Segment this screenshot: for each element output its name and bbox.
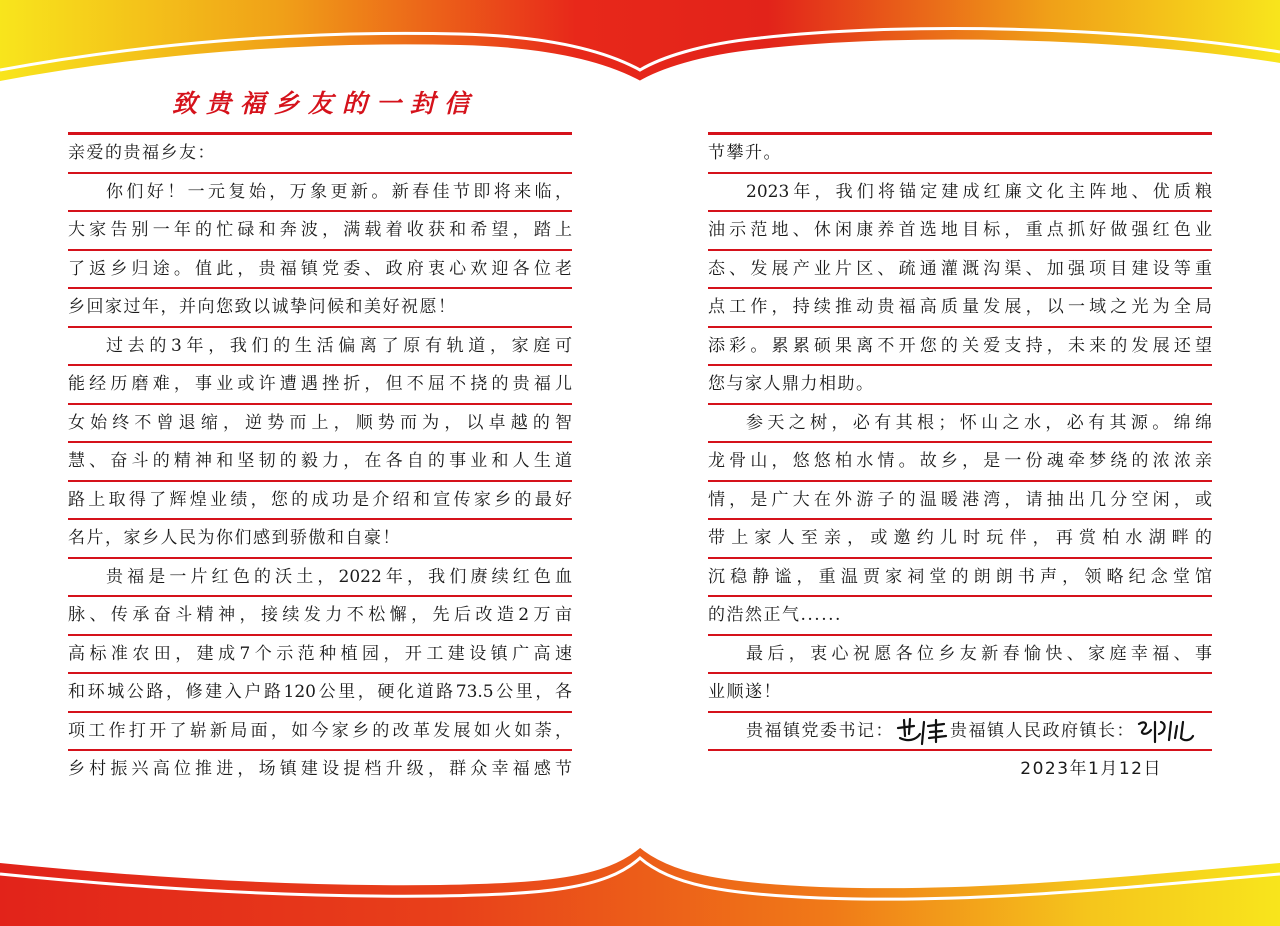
text-line: 带上家人至亲，或邀约儿时玩伴，再赏柏水湖畔的: [708, 520, 1212, 559]
text-line: 龙骨山，悠悠柏水情。故乡，是一份魂牵梦绕的浓浓亲: [708, 443, 1212, 482]
text-line: 女始终不曾退缩，逆势而上，顺势而为，以卓越的智: [68, 405, 572, 444]
party-secretary-signature: [894, 716, 950, 746]
text-line: 油示范地、休闲康养首选地目标，重点抓好做强红色业: [708, 212, 1212, 251]
party-secretary-label: 贵福镇党委书记：: [746, 720, 894, 741]
text-line: 贵福是一片红色的沃土，2022年，我们赓续红色血: [68, 559, 572, 598]
letter-date: 2023年1月12日: [1020, 759, 1162, 779]
right-column: [708, 132, 1212, 790]
mayor-signature: [1135, 716, 1195, 746]
text-line: 乡村振兴高位推进，场镇建设提档升级，群众幸福感节: [68, 759, 572, 779]
text-line: 2023年，我们将锚定建成红廉文化主阵地、优质粮: [708, 174, 1212, 213]
text-line: 您与家人鼎力相助。: [708, 366, 1212, 405]
text-line: 沉稳静谧，重温贾家祠堂的朗朗书声，领略纪念堂馆: [708, 559, 1212, 598]
text-line: 态、发展产业片区、疏通灌溉沟渠、加强项目建设等重: [708, 251, 1212, 290]
text-line: 脉、传承奋斗精神，接续发力不松懈，先后改造2万亩: [68, 597, 572, 636]
text-line: 大家告别一年的忙碌和奔波，满载着收获和希望，踏上: [68, 212, 572, 251]
text-line: 了返乡归途。值此，贵福镇党委、政府衷心欢迎各位老: [68, 251, 572, 290]
text-line: 路上取得了辉煌业绩，您的成功是介绍和宣传家乡的最好: [68, 482, 572, 521]
text-line: 名片，家乡人民为你们感到骄傲和自豪！: [68, 520, 572, 559]
text-line: 点工作，持续推动贵福高质量发展，以一域之光为全局: [708, 289, 1212, 328]
text-line: 情，是广大在外游子的温暖港湾，请抽出几分空闲，或: [708, 482, 1212, 521]
text-line: 业顺遂！: [708, 674, 1212, 713]
text-line: 添彩。累累硕果离不开您的关爱支持，未来的发展还望: [708, 328, 1212, 367]
text-line: 的浩然正气......: [708, 597, 1212, 636]
salutation: 亲爱的贵福乡友：: [68, 135, 572, 174]
text-line: 能经历磨难，事业或许遭遇挫折，但不屈不挠的贵福儿: [68, 366, 572, 405]
text-line: 慧、奋斗的精神和坚韧的毅力，在各自的事业和人生道: [68, 443, 572, 482]
text-line: 和环城公路，修建入户路120公里，硬化道路73.5公里，各: [68, 674, 572, 713]
letter-title: 致贵福乡友的一封信: [172, 89, 479, 118]
signature-line: [708, 713, 1212, 752]
text-line: 高标准农田，建成7个示范种植园，开工建设镇广高速: [68, 636, 572, 675]
text-line: 节攀升。: [708, 135, 1212, 174]
left-column: [68, 132, 572, 790]
text-line: 你们好！一元复始，万象更新。新春佳节即将来临，: [68, 174, 572, 213]
text-line: 参天之树，必有其根；怀山之水，必有其源。绵绵: [708, 405, 1212, 444]
mayor-label: 贵福镇人民政府镇长：: [950, 720, 1135, 741]
text-line: 项工作打开了崭新局面，如今家乡的改革发展如火如荼，: [68, 713, 572, 752]
text-line: 乡回家过年，并向您致以诚挚问候和美好祝愿！: [68, 289, 572, 328]
text-line: 过去的3年，我们的生活偏离了原有轨道，家庭可: [68, 328, 572, 367]
text-line: 最后，衷心祝愿各位乡友新春愉快、家庭幸福、事: [708, 636, 1212, 675]
